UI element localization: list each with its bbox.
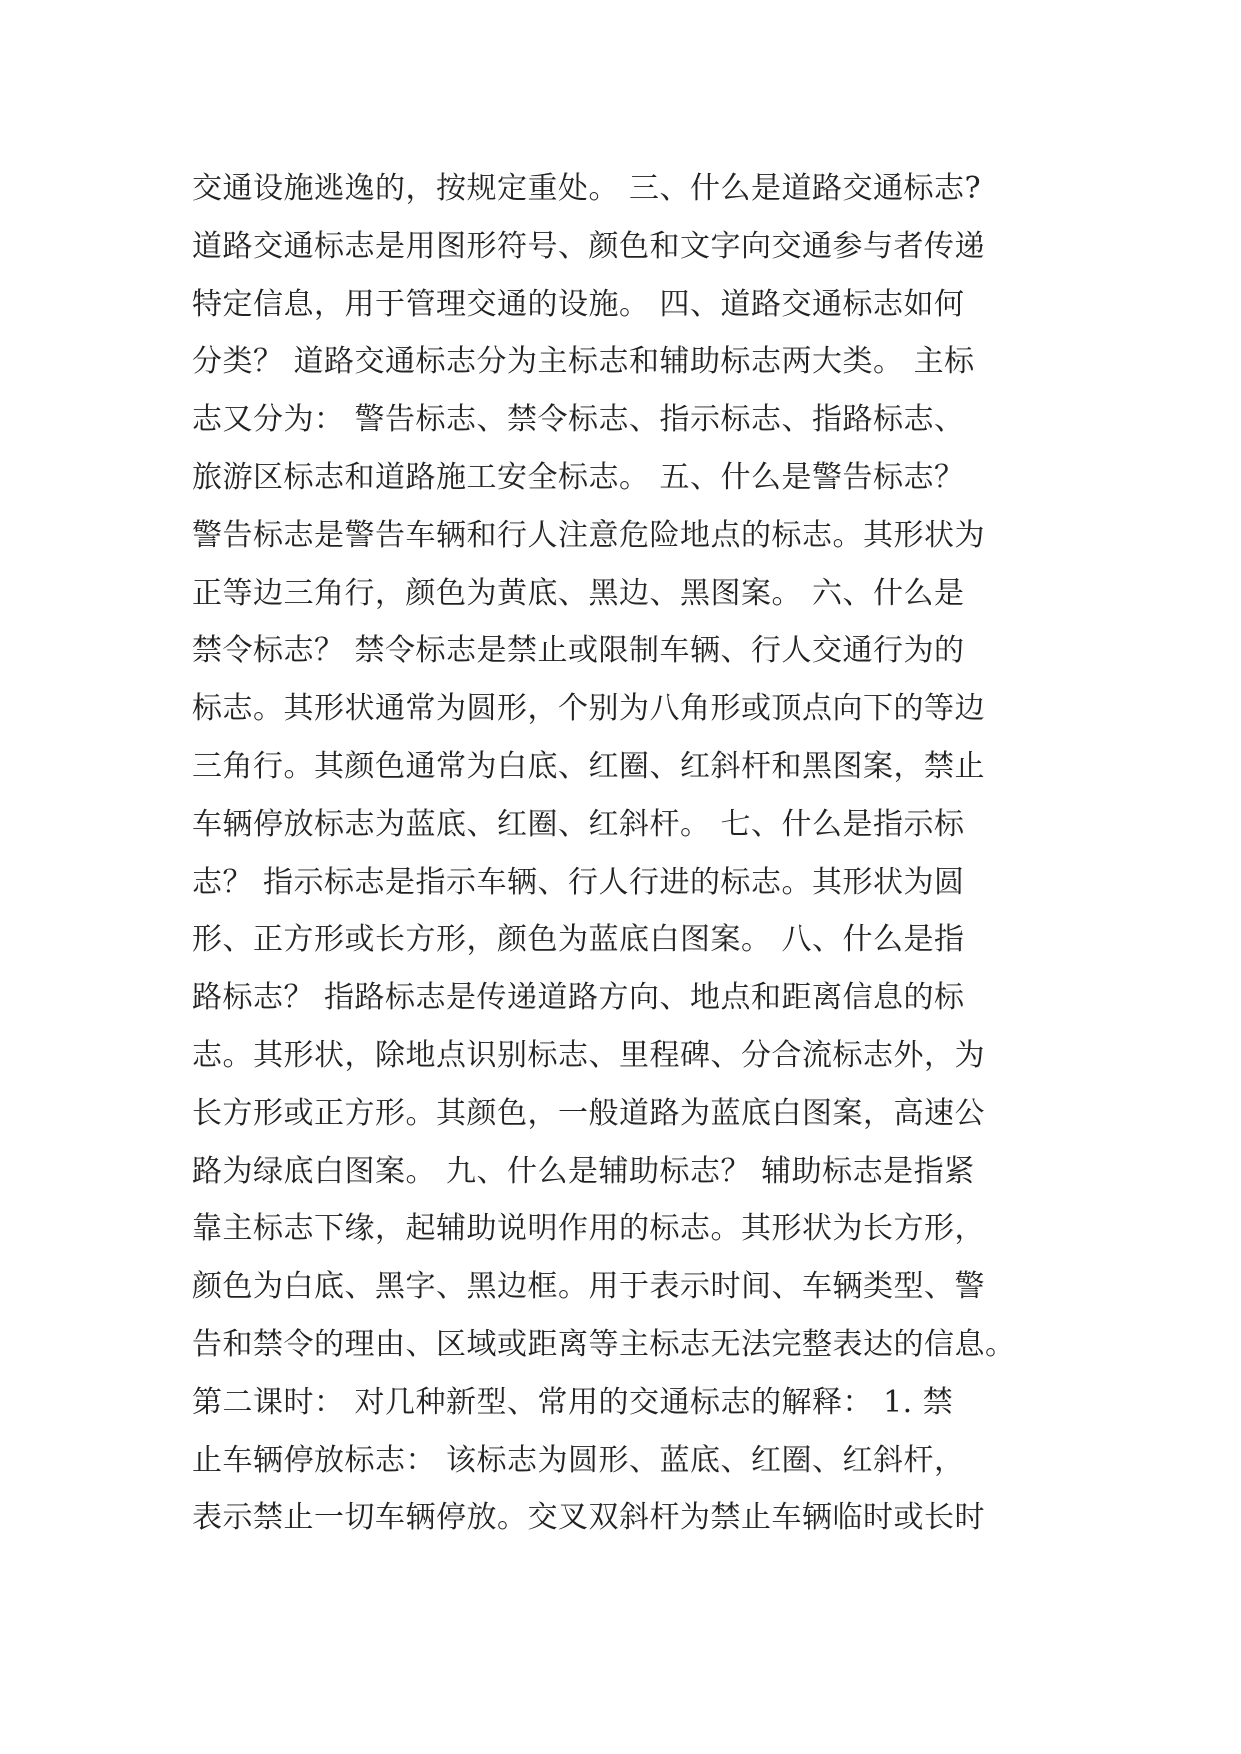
- text-line: 颜色为白底、黑字、黑边框。用于表示时间、车辆类型、警: [192, 1269, 985, 1305]
- text-line: 旅游区标志和道路施工安全标志。 五、什么是警告标志？: [192, 459, 965, 495]
- text-line: 交通设施逃逸的，按规定重处。 三、什么是道路交通标志?: [192, 171, 982, 206]
- text-line: 志。其形状，除地点识别标志、里程碑、分合流标志外，为: [192, 1037, 985, 1073]
- text-line: 路标志？ 指路标志是传递道路方向、地点和距离信息的标: [192, 980, 965, 1016]
- text-line: 标志。其形状通常为圆形，个别为八角形或顶点向下的等边: [192, 691, 985, 727]
- text-line: 三角行。其颜色通常为白底、红圈、红斜杆和黑图案，禁止: [192, 748, 985, 784]
- text-line: 警告标志是警告车辆和行人注意危险地点的标志。其形状为: [192, 517, 985, 553]
- text-line: 靠主标志下缘，起辅助说明作用的标志。其形状为长方形，: [192, 1211, 985, 1247]
- text-line: 志又分为： 警告标志、禁令标志、指示标志、指路标志、: [192, 402, 965, 438]
- text-line: 长方形或正方形。其颜色，一般道路为蓝底白图案，高速公: [192, 1095, 985, 1131]
- text-line: 禁令标志？ 禁令标志是禁止或限制车辆、行人交通行为的: [192, 633, 965, 669]
- text-line: 第二课时： 对几种新型、常用的交通标志的解释： 1. 禁: [192, 1384, 954, 1420]
- text-line: 正等边三角行，颜色为黄底、黑边、黑图案。 六、什么是: [192, 575, 965, 611]
- text-line: 特定信息，用于管理交通的设施。 四、道路交通标志如何: [192, 286, 965, 322]
- body-text: [192, 160, 1072, 1547]
- text-line: 形、正方形或长方形，颜色为蓝底白图案。 八、什么是指: [192, 922, 965, 958]
- text-line: 止车辆停放标志： 该标志为圆形、蓝底、红圈、红斜杆，: [192, 1442, 965, 1478]
- text-line: 路为绿底白图案。 九、什么是辅助标志？ 辅助标志是指紧: [192, 1153, 975, 1189]
- text-line: 道路交通标志是用图形符号、颜色和文字向交通参与者传递: [192, 228, 985, 264]
- text-line: 车辆停放标志为蓝底、红圈、红斜杆。 七、什么是指示标: [192, 806, 965, 842]
- text-line: 志？ 指示标志是指示车辆、行人行进的标志。其形状为圆: [192, 864, 965, 900]
- text-line: 告和禁令的理由、区域或距离等主标志无法完整表达的信息。: [192, 1326, 1016, 1362]
- text-line: 分类？ 道路交通标志分为主标志和辅助标志两大类。 主标: [192, 344, 975, 380]
- text-line: 表示禁止一切车辆停放。交叉双斜杆为禁止车辆临时或长时: [192, 1500, 985, 1536]
